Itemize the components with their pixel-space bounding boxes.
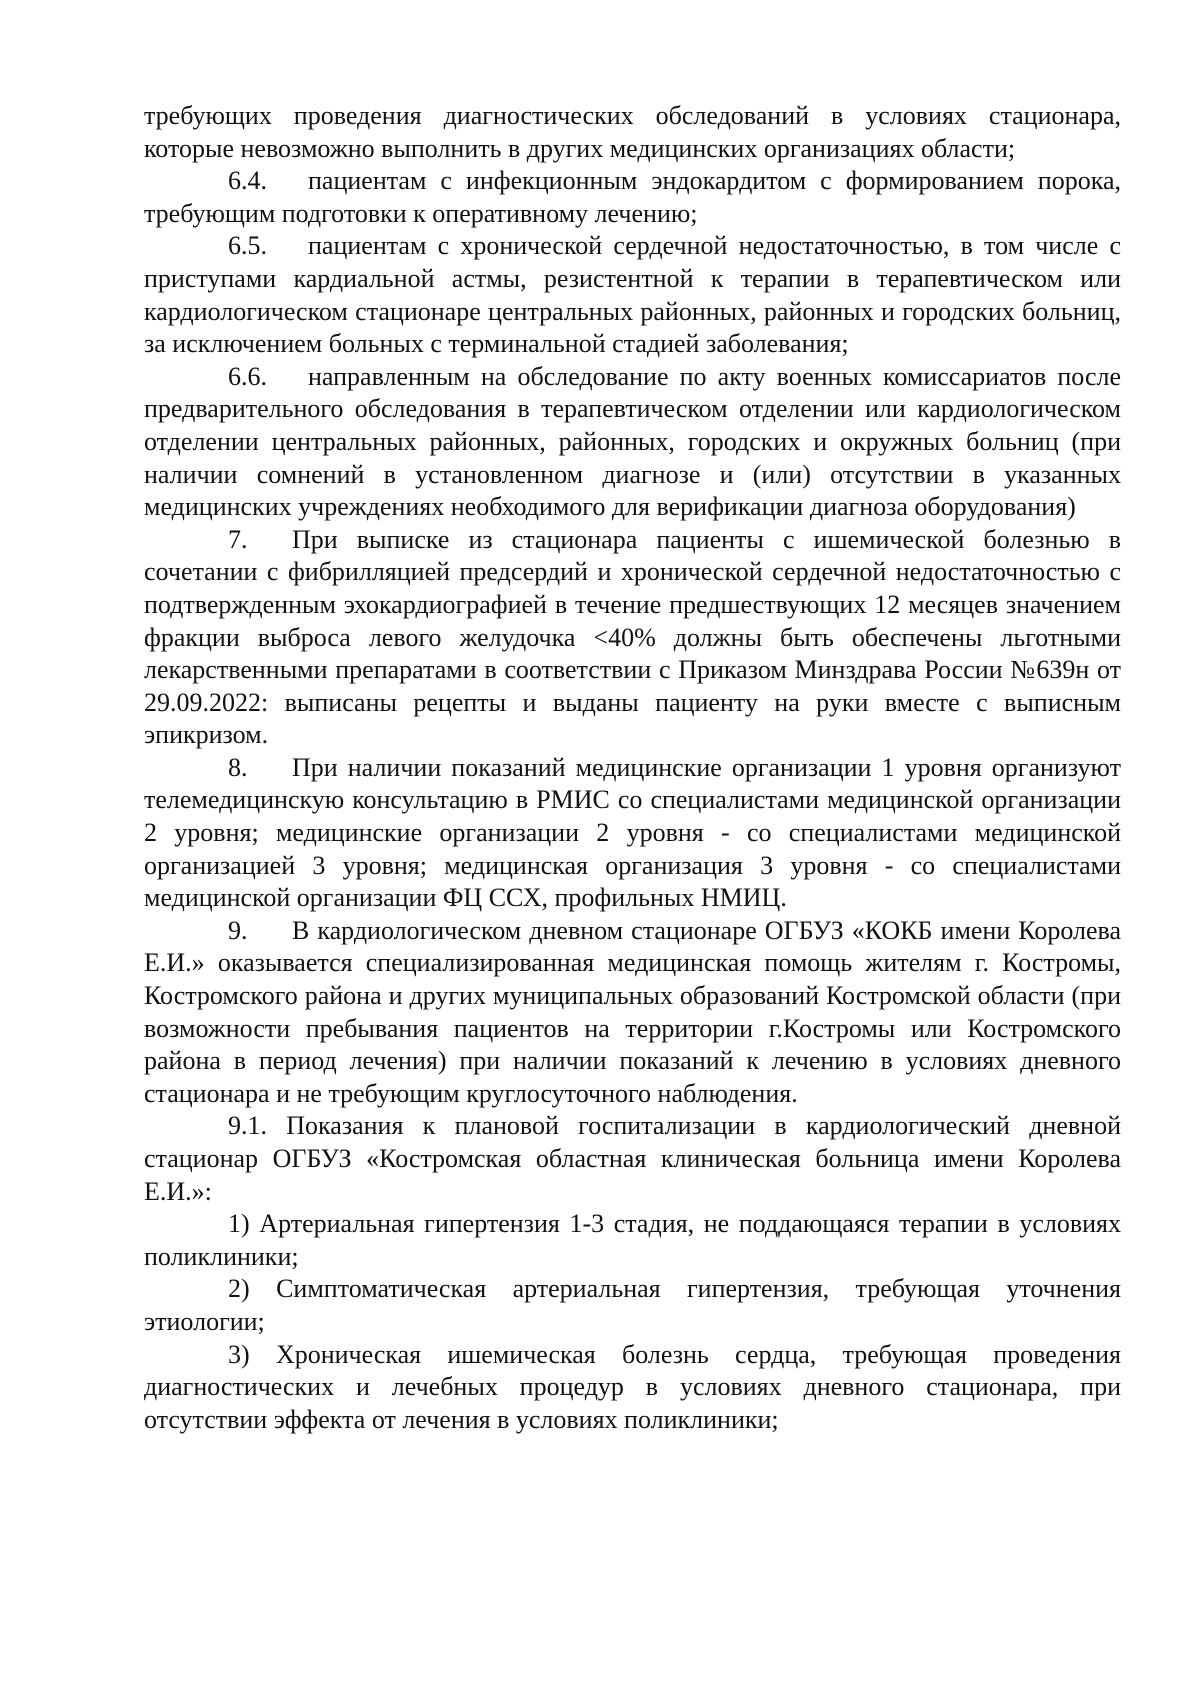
paragraph-text: пациентам с хронической сердечной недостаточностью, в том числе с приступами кардиальной астмы, резистентной к терапии в терапевтическом или кардиологическом стационаре центральных районных, районных и городских больниц, за исключением больных с терминальной стадией заболевания;: [144, 231, 1121, 359]
paragraph-text: Показания к плановой госпитализации в кардиологический дневной стационар ОГБУЗ «Костромская областная клиническая больница имени Королева Е.И.»:: [144, 1111, 1121, 1206]
list-item-3: [144, 1339, 1121, 1437]
paragraph-text: пациентам с инфекционным эндокардитом с формированием порока, требующим подготовки к оперативному лечению;: [144, 166, 1121, 228]
item-number: 1): [228, 1209, 250, 1239]
item-number: 2): [228, 1274, 250, 1304]
paragraph-text: При выписке из стационара пациенты с ишемической болезнью в сочетании с фибрилляцией предсердий и хронической сердечной недостаточностью с подтвержденным эхокардиографией в течение предшествующих 12 месяцев значением фракции выброса левого желудочка <40% должны быть обеспечены льготными лекарственными препаратами в соответствии с Приказом Минздрава России №639н от 29.09.2022: выписаны рецепты и выданы пациенту на руки вместе с выписным эпикризом.: [144, 524, 1121, 750]
item-number: 9.1.: [228, 1111, 267, 1141]
paragraph-text: Артериальная гипертензия 1-3 стадия, не поддающаяся терапии в условиях поликлиники;: [144, 1209, 1122, 1271]
paragraph-text: направленным на обследование по акту военных комиссариатов после предварительного обследования в терапевтическом отделении или кардиологическом отделении центральных районных, районных, городских и окружных больниц (при наличии сомнений в установленном диагнозе и (или) отсутствии в указанных медицинских учреждениях необходимого для верификации диагноза оборудования): [144, 361, 1121, 522]
document-body: [144, 100, 1121, 1436]
paragraph-item-9: [144, 915, 1121, 1111]
paragraph-text: В кардиологическом дневном стационаре ОГБУЗ «КОКБ имени Королева Е.И.» оказывается специализированная медицинская помощь жителям г. Костромы, Костромского района и других муниципальных образований Костромской области (при возможности пребывания пациентов на территории г.Костромы или Костромского района в период лечения) при наличии показаний к лечению в условиях дневного стационара и не требующим круглосуточного наблюдения.: [144, 915, 1121, 1108]
paragraph-item-8: [144, 752, 1121, 915]
paragraph-text: требующих проведения диагностических обследований в условиях стационара, которые невозможно выполнить в других медицинских организациях области;: [144, 101, 1121, 163]
paragraph-item-7: [144, 524, 1121, 752]
item-number: 6.4.: [228, 166, 267, 196]
item-number: 3): [228, 1339, 250, 1369]
paragraph-item-6-4: [144, 165, 1121, 230]
list-item-2: [144, 1273, 1121, 1338]
item-number: 6.6.: [228, 361, 267, 391]
paragraph-continuation: [144, 100, 1121, 165]
item-number: 8.: [228, 752, 248, 782]
paragraph-item-6-6: [144, 361, 1121, 524]
item-number: 6.5.: [228, 231, 267, 261]
list-item-1: [144, 1208, 1121, 1273]
paragraph-text: Симптоматическая артериальная гипертензия, требующая уточнения этиологии;: [144, 1274, 1122, 1336]
item-number: 7.: [228, 524, 248, 554]
item-number: 9.: [228, 915, 248, 945]
paragraph-item-6-5: [144, 230, 1121, 360]
paragraph-text: При наличии показаний медицинские организации 1 уровня организуют телемедицинскую консультацию в РМИС со специалистами медицинской организации 2 уровня; медицинские организации 2 уровня - со специалистами медицинской организацией 3 уровня; медицинская организация 3 уровня - со специалистами медицинской организации ФЦ ССХ, профильных НМИЦ.: [144, 752, 1121, 913]
paragraph-item-9-1: [144, 1110, 1121, 1208]
paragraph-text: Хроническая ишемическая болезнь сердца, требующая проведения диагностических и лечебных процедур в условиях дневного стационара, при отсутствии эффекта от лечения в условиях поликлиники;: [144, 1339, 1122, 1434]
